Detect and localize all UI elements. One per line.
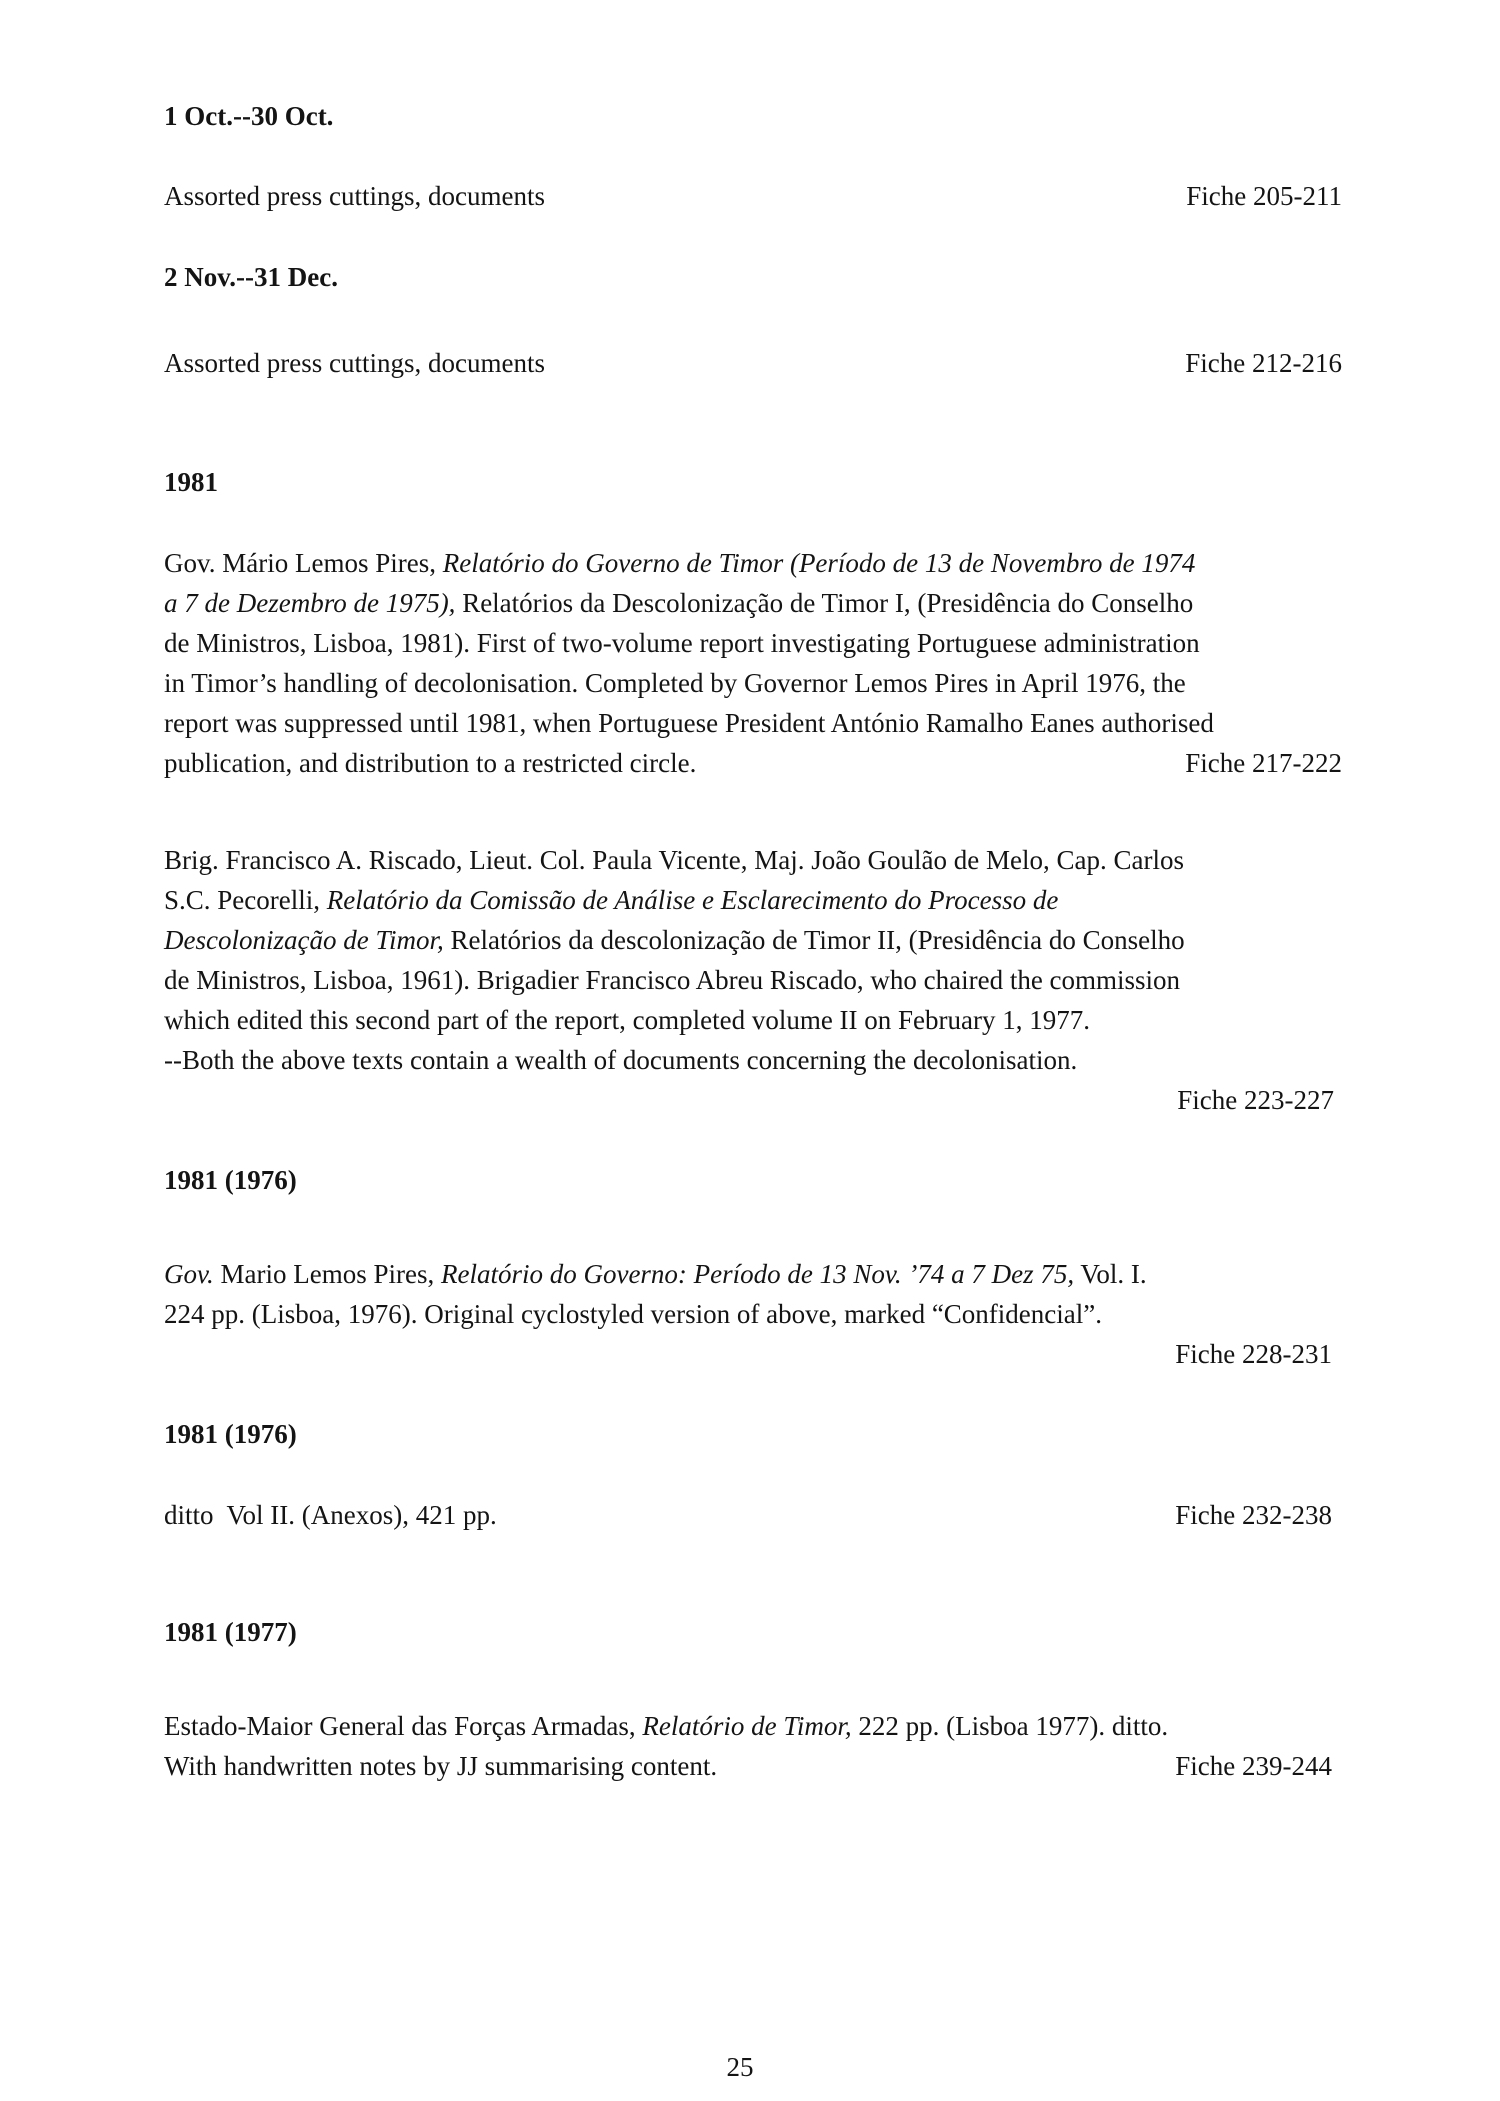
entry-pires-line-1 <box>164 543 1350 583</box>
entry-pires-title-cont: a 7 de Dezembro de 1975), <box>164 588 456 618</box>
entry-pires-author: Gov. Mário Lemos Pires, <box>164 548 443 578</box>
entry-estado-title: Relatório de Timor, <box>642 1711 852 1741</box>
entry-riscado-series: Relatórios da descolonização de Timor II, (Presidência do Conselho <box>443 925 1185 955</box>
entry-pires-series: Relatórios da Descolonização de Timor I, (Presidência do Conselho <box>455 588 1194 618</box>
entry-pires-line-2 <box>164 583 1350 623</box>
entry-riscado-author: S.C. Pecorelli, <box>164 885 327 915</box>
entry-cyclo-gov: Gov. <box>164 1259 214 1289</box>
entry-estado-notes: With handwritten notes by JJ summarising content. <box>164 1751 718 1781</box>
entry-cyclo-title: Relatório do Governo: Período de 13 Nov. ’74 a 7 Dez 75, <box>440 1259 1075 1289</box>
section-heading-1981-1976-a: 1981 (1976) <box>164 1165 297 1195</box>
entry-cyclo-author: Mario Lemos Pires, <box>213 1259 441 1289</box>
entry-cyclo-volume: Vol. I. <box>1074 1259 1147 1289</box>
section-heading-1981-1977: 1981 (1977) <box>164 1617 297 1647</box>
entry-nov <box>164 343 1342 383</box>
page-number: 25 <box>726 2052 754 2082</box>
entry-riscado-line-2 <box>164 880 1350 920</box>
entry-nov-fiche: Fiche 212-216 <box>1185 348 1342 378</box>
entry-pires-text-end: publication, and distribution to a restricted circle. <box>164 748 697 778</box>
entry-riscado-line-4: de Ministros, Lisboa, 1961). Brigadier Francisco Abreu Riscado, who chaired the commission <box>164 965 1181 995</box>
entry-pires-fiche: Fiche 217-222 <box>1185 748 1342 778</box>
entry-estado-details: 222 pp. (Lisboa 1977). ditto. <box>851 1711 1169 1741</box>
entry-estado-author: Estado-Maior General das Forças Armadas, <box>164 1711 643 1741</box>
entry-estado-line-2 <box>164 1746 1332 1786</box>
entry-riscado-line-6: --Both the above texts contain a wealth of documents concerning the decolonisation. <box>164 1045 1078 1075</box>
entry-pires-line-4: in Timor’s handling of decolonisation. Completed by Governor Lemos Pires in April 1976, the <box>164 668 1186 698</box>
entry-riscado-title: Relatório da Comissão de Análise e Esclarecimento do Processo de <box>326 885 1059 915</box>
entry-riscado-report <box>164 840 1350 1120</box>
entry-cyclo-line-1 <box>164 1254 1344 1294</box>
entry-riscado-line-5: which edited this second part of the report, completed volume II on February 1, 1977. <box>164 1005 1091 1035</box>
entry-oct <box>164 176 1342 216</box>
entry-estado-line-1 <box>164 1706 1332 1746</box>
entry-pires-title: Relatório do Governo de Timor (Período de 13 de Novembro de 1974 <box>442 548 1196 578</box>
section-heading-1981-1976-b: 1981 (1976) <box>164 1419 297 1449</box>
entry-ditto-description: ditto Vol II. (Anexos), 421 pp. <box>164 1500 497 1530</box>
entry-riscado-line-3 <box>164 920 1350 960</box>
entry-cyclostyled <box>164 1254 1344 1374</box>
entry-ditto-vol2 <box>164 1495 1332 1535</box>
section-heading-nov: 2 Nov.--31 Dec. <box>164 262 338 292</box>
entry-cyclo-line-2: 224 pp. (Lisboa, 1976). Original cyclostyled version of above, marked “Confidencial”. <box>164 1299 1102 1329</box>
section-heading-1981: 1981 <box>164 467 218 497</box>
entry-estado-maior <box>164 1706 1332 1786</box>
entry-pires-line-3: de Ministros, Lisboa, 1981). First of two-volume report investigating Portuguese administration <box>164 628 1200 658</box>
section-heading-oct: 1 Oct.--30 Oct. <box>164 101 334 131</box>
entry-oct-description: Assorted press cuttings, documents <box>164 181 545 211</box>
entry-pires-report <box>164 543 1350 783</box>
entry-nov-description: Assorted press cuttings, documents <box>164 348 545 378</box>
entry-riscado-line-1: Brig. Francisco A. Riscado, Lieut. Col. Paula Vicente, Maj. João Goulão de Melo, Cap. Carlos <box>164 845 1184 875</box>
entry-riscado-title-cont: Descolonização de Timor, <box>164 925 444 955</box>
entry-oct-fiche: Fiche 205-211 <box>1186 181 1342 211</box>
entry-pires-line-5: report was suppressed until 1981, when Portuguese President António Ramalho Eanes authorised <box>164 708 1214 738</box>
entry-pires-line-6 <box>164 743 1342 783</box>
entry-ditto-fiche: Fiche 232-238 <box>1175 1500 1332 1530</box>
entry-estado-fiche: Fiche 239-244 <box>1175 1751 1332 1781</box>
entry-riscado-fiche: Fiche 223-227 <box>1177 1085 1334 1115</box>
entry-cyclo-fiche: Fiche 228-231 <box>1175 1339 1332 1369</box>
